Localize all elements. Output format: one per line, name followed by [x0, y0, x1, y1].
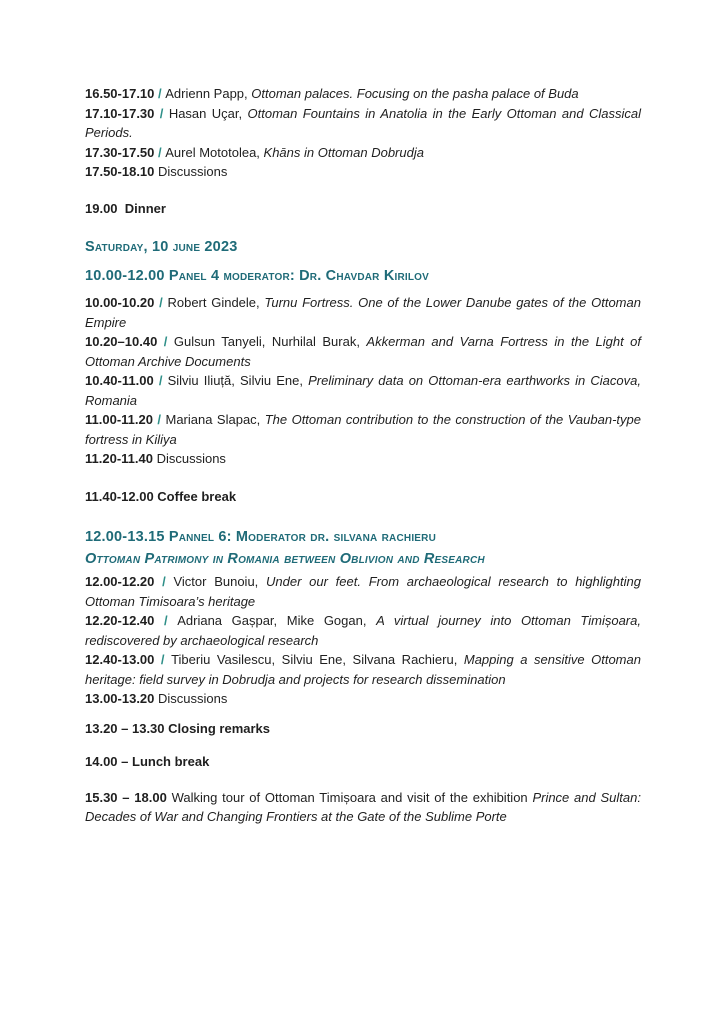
schedule-entry [85, 293, 641, 332]
segment-bold: Closing remarks [168, 720, 271, 736]
segment-head: 12.00-13.15 Pannel 6: Moderator dr. silvana rachieru [85, 529, 437, 545]
schedule-entry [85, 332, 641, 371]
segment-time: 14.00 – [85, 754, 132, 769]
segment-sep: / [158, 373, 168, 388]
segment-plain: Robert Gindele, [167, 295, 265, 310]
panel-heading [85, 266, 641, 287]
segment-time: 12.20-12.40 [85, 613, 164, 628]
segment-sep: / [159, 295, 168, 310]
segment-time: 15.30 – 18.00 [85, 789, 172, 805]
segment-sep: / [163, 334, 174, 349]
segment-time: 17.10-17.30 [85, 105, 160, 121]
segment-plain: Discussions [158, 164, 228, 179]
segment-bold: Coffee break [157, 488, 237, 504]
panel-subheading [85, 549, 641, 570]
segment-time: 10.40-11.00 [85, 373, 159, 388]
segment-plain: Adriana Gașpar, Mike Gogan, [177, 613, 377, 628]
segment-sep: / [162, 574, 174, 589]
segment-plain: Walking tour of Ottoman Timișoara and visit of the exhibition [171, 789, 533, 805]
schedule-entry [85, 689, 641, 709]
segment-bold: Dinner [124, 200, 166, 216]
segment-head: Saturday, 10 june 2023 [85, 239, 238, 255]
segment-plain: Victor Bunoiu, [173, 574, 267, 589]
segment-italic: Mapping a sensitive Ottoman heritage: field survey in Dobrudja and projects for research dissemination [85, 652, 641, 687]
segment-time: 13.00-13.20 [85, 691, 159, 706]
segment-italic: Ottoman palaces. Focusing on the pasha palace of Buda [251, 86, 579, 101]
segment-sep: / [158, 86, 166, 101]
segment-time: 19.00 [85, 200, 125, 216]
segment-sep: / [159, 105, 169, 121]
segment-sep: / [160, 652, 172, 667]
segment-time: 12.00-12.20 [85, 574, 163, 589]
schedule-entry [85, 611, 641, 650]
schedule-entry-break [85, 752, 641, 772]
segment-time: 17.30-17.50 [85, 144, 159, 160]
segment-italic: Ottoman Fountains in Anatolia in the Early Ottoman and Classical Periods. [85, 105, 641, 140]
segment-bold: Lunch break [132, 754, 210, 769]
schedule-entry [85, 162, 641, 182]
segment-plain: Silviu Iliuță, Silviu Ene, [167, 373, 309, 388]
segment-italic: Akkerman and Varna Fortress in the Light of Ottoman Archive Documents [85, 334, 642, 369]
segment-sep: / [157, 412, 166, 427]
segment-plain: Hasan Uçar, [168, 105, 248, 121]
day-heading [85, 237, 641, 258]
schedule-entry-break [85, 719, 641, 739]
segment-time: 17.50-18.10 [85, 164, 159, 179]
segment-time: 12.40-13.00 [85, 652, 161, 667]
schedule-entry [85, 410, 641, 449]
segment-italic: Khāns in Ottoman Dobrudja [263, 144, 424, 160]
segment-italic: Prince and Sultan: Decades of War and Changing Frontiers at the Gate of the Sublime Porte [85, 789, 641, 824]
segment-time: 11.00-11.20 [85, 412, 158, 427]
segment-sep: / [164, 613, 178, 628]
segment-italic: A virtual journey into Ottoman Timișoara, rediscovered by archaeological research [85, 613, 641, 648]
schedule-entry-break [85, 199, 641, 219]
segment-time: 11.20-11.40 [85, 451, 157, 466]
schedule-entry [85, 788, 641, 827]
segment-plain: Discussions [158, 691, 228, 706]
schedule [85, 84, 641, 827]
segment-time: 11.40-12.00 [85, 488, 158, 504]
segment-italic: The Ottoman contribution to the construction of the Vauban-type fortress in Kiliya [85, 412, 641, 447]
schedule-entry [85, 572, 641, 611]
schedule-entry-break [85, 487, 641, 507]
schedule-entry [85, 650, 641, 689]
segment-head: Ottoman Patrimony in Romania between Oblivion and Research [85, 550, 485, 567]
segment-plain: Adrienn Papp, [165, 86, 252, 101]
schedule-entry [85, 449, 641, 469]
segment-head: 10.00-12.00 Panel 4 moderator: Dr. Chavdar Kirilov [85, 267, 430, 284]
segment-time: 16.50-17.10 [85, 86, 159, 101]
segment-sep: / [158, 144, 166, 160]
segment-italic: Under our feet. From archaeological research to highlighting Ottoman Timisoara’s heritage [85, 574, 641, 609]
schedule-entry [85, 104, 641, 143]
segment-time: 13.20 – 13.30 [85, 720, 169, 736]
segment-plain: Discussions [156, 451, 226, 466]
segment-italic: Preliminary data on Ottoman-era earthworks in Ciacova, Romania [85, 373, 641, 408]
segment-plain: Aurel Mototolea, [165, 144, 264, 160]
panel-heading [85, 527, 641, 548]
schedule-entry [85, 84, 641, 104]
segment-plain: Tiberiu Vasilescu, Silviu Ene, Silvana Rachieru, [171, 652, 464, 667]
segment-italic: Turnu Fortress. One of the Lower Danube gates of the Ottoman Empire [85, 295, 641, 330]
segment-time: 10.20–10.40 [85, 334, 164, 349]
segment-time: 10.00-10.20 [85, 295, 160, 310]
segment-plain: Mariana Slapac, [165, 412, 265, 427]
schedule-entry [85, 371, 641, 410]
schedule-entry [85, 143, 641, 163]
segment-plain: Gulsun Tanyeli, Nurhilal Burak, [173, 334, 367, 349]
